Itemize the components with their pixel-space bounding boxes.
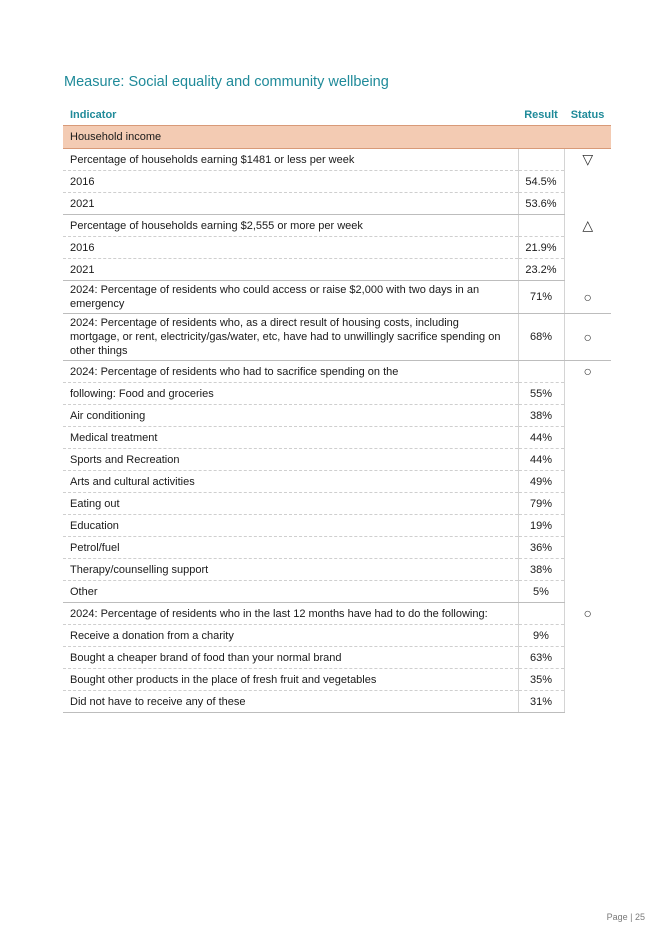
circle-icon: ○ — [583, 329, 592, 345]
table-row — [63, 361, 611, 383]
table-row — [63, 625, 611, 647]
result-header: Result — [524, 109, 558, 121]
result-cell: 5% — [518, 581, 564, 603]
indicator-cell: 2024: Percentage of residents who in the last 12 months have had to do the following: — [63, 603, 518, 625]
table-row — [63, 171, 611, 193]
result-cell: 35% — [518, 669, 564, 691]
indicator-cell: Medical treatment — [63, 427, 518, 449]
result-cell — [518, 603, 564, 625]
indicator-cell: Did not have to receive any of these — [63, 691, 518, 713]
triangle-down-icon: ▽ — [582, 151, 594, 167]
table-row — [63, 149, 611, 171]
status-cell — [564, 149, 611, 215]
result-cell: 54.5% — [518, 171, 564, 193]
result-cell: 38% — [518, 405, 564, 427]
circle-icon: ○ — [583, 604, 592, 621]
status-cell — [564, 215, 611, 281]
indicator-cell: Eating out — [63, 493, 518, 515]
table-row — [63, 383, 611, 405]
result-cell: 44% — [518, 427, 564, 449]
status-cell — [564, 361, 611, 603]
page-title: Measure: Social equality and community wellbeing — [64, 74, 389, 90]
indicator-cell: Bought a cheaper brand of food than your normal brand — [63, 647, 518, 669]
indicator-cell: 2024: Percentage of residents who could access or raise $2,000 with two days in an emergency — [63, 281, 518, 314]
table-row — [63, 427, 611, 449]
indicator-cell: following: Food and groceries — [63, 383, 518, 405]
result-cell: 49% — [518, 471, 564, 493]
table-row — [63, 559, 611, 581]
result-cell: 38% — [518, 559, 564, 581]
result-cell: 53.6% — [518, 193, 564, 215]
result-cell — [518, 149, 564, 171]
table-header-row — [63, 105, 611, 126]
table-row — [63, 647, 611, 669]
table-row — [63, 515, 611, 537]
table-row — [63, 669, 611, 691]
indicator-cell: Other — [63, 581, 518, 603]
result-cell: 23.2% — [518, 259, 564, 281]
result-cell — [518, 215, 564, 237]
result-cell: 36% — [518, 537, 564, 559]
result-cell: 63% — [518, 647, 564, 669]
status-cell — [564, 281, 611, 314]
table-row — [63, 581, 611, 603]
triangle-up-icon: △ — [582, 216, 594, 233]
result-cell: 44% — [518, 449, 564, 471]
table-row — [63, 603, 611, 625]
status-cell — [564, 314, 611, 361]
table-row — [63, 405, 611, 427]
indicator-cell: Percentage of households earning $1481 or less per week — [63, 149, 518, 171]
measure-table — [63, 105, 611, 713]
result-cell: 55% — [518, 383, 564, 405]
indicator-header: Indicator — [70, 109, 117, 121]
result-cell: 79% — [518, 493, 564, 515]
result-cell: 21.9% — [518, 237, 564, 259]
table-row — [63, 449, 611, 471]
result-cell: 71% — [518, 281, 564, 314]
table-row — [63, 493, 611, 515]
status-cell — [564, 603, 611, 713]
status-header: Status — [570, 109, 605, 121]
section-label: Household income — [63, 126, 611, 149]
table-row — [63, 471, 611, 493]
circle-icon: ○ — [583, 288, 592, 305]
indicator-cell: 2024: Percentage of residents who, as a direct result of housing costs, including mortgage, or rent, electricity/gas/water, etc, have had to unwillingly sacrifice spending on other things — [63, 314, 518, 361]
indicator-cell: Percentage of households earning $2,555 or more per week — [63, 215, 518, 237]
table-row — [63, 281, 611, 314]
table-row — [63, 537, 611, 559]
indicator-cell: 2021 — [63, 259, 518, 281]
result-cell: 9% — [518, 625, 564, 647]
table-row — [63, 193, 611, 215]
circle-icon: ○ — [583, 363, 592, 379]
table-row — [63, 314, 611, 361]
indicator-cell: Sports and Recreation — [63, 449, 518, 471]
result-cell: 68% — [518, 314, 564, 361]
section-row — [63, 126, 611, 149]
result-cell — [518, 361, 564, 383]
table-row — [63, 691, 611, 713]
indicator-cell: Receive a donation from a charity — [63, 625, 518, 647]
indicator-cell: Education — [63, 515, 518, 537]
indicator-cell: Therapy/counselling support — [63, 559, 518, 581]
table-row — [63, 215, 611, 237]
table-row — [63, 237, 611, 259]
indicator-cell: 2021 — [63, 193, 518, 215]
indicator-cell: 2016 — [63, 171, 518, 193]
indicator-cell: Bought other products in the place of fresh fruit and vegetables — [63, 669, 518, 691]
result-cell: 19% — [518, 515, 564, 537]
page-number: Page | 25 — [606, 912, 645, 922]
result-cell: 31% — [518, 691, 564, 713]
indicator-cell: 2016 — [63, 237, 518, 259]
indicator-cell: Arts and cultural activities — [63, 471, 518, 493]
indicator-cell: 2024: Percentage of residents who had to sacrifice spending on the — [63, 361, 518, 383]
indicator-cell: Petrol/fuel — [63, 537, 518, 559]
indicator-cell: Air conditioning — [63, 405, 518, 427]
table-row — [63, 259, 611, 281]
